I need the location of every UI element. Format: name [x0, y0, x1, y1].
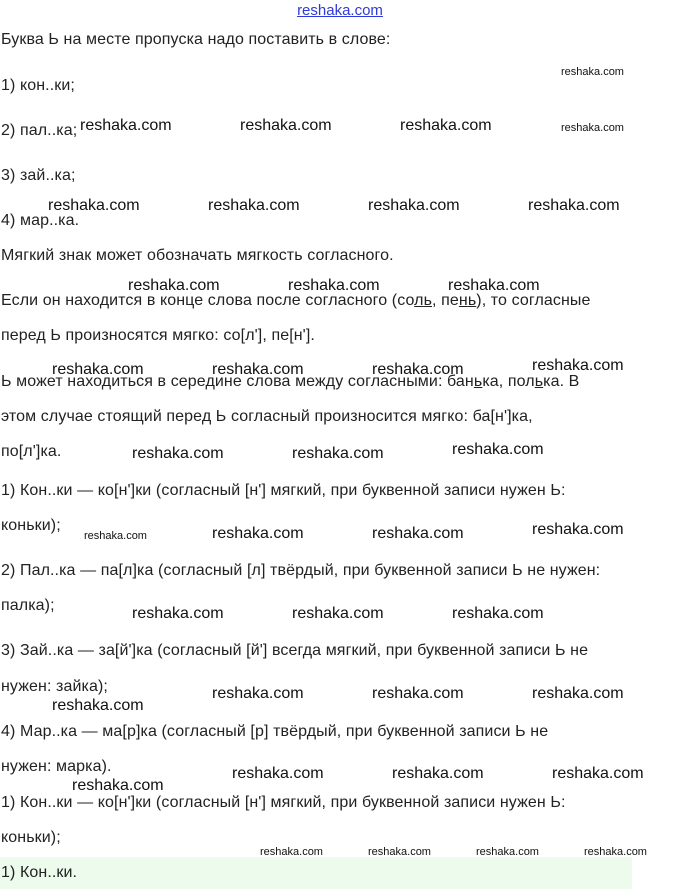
option-1: 1) кон..ки;: [1, 77, 75, 94]
watermark: reshaka.com: [80, 117, 172, 134]
watermark: reshaka.com: [212, 525, 304, 542]
analysis-line-7: 4) Мар..ка — ма[р]ка (согласный [р] твёрдый, при буквенной записи Ь не: [1, 723, 549, 740]
watermark: reshaka.com: [552, 765, 644, 782]
explanation-line-1: Мягкий знак может обозначать мягкость согласного.: [1, 247, 394, 264]
watermark: reshaka.com: [532, 521, 624, 538]
analysis-line-6: нужен: зайка);: [1, 678, 108, 695]
watermark: reshaka.com: [400, 117, 492, 134]
explanation-line-2: Если он находится в конце слова после согласного (соль, пень), то согласные: [1, 292, 591, 309]
watermark: reshaka.com: [132, 605, 224, 622]
question-text: Буква Ь на месте пропуска надо поставить в слове:: [1, 31, 391, 48]
watermark: reshaka.com: [232, 765, 324, 782]
watermark: reshaka.com: [392, 765, 484, 782]
watermark: reshaka.com: [452, 605, 544, 622]
watermark: reshaka.com: [128, 277, 220, 294]
watermark: reshaka.com: [528, 197, 620, 214]
watermark: reshaka.com: [372, 525, 464, 542]
watermark: reshaka.com: [240, 117, 332, 134]
site-link[interactable]: reshaka.com: [297, 2, 383, 19]
watermark: reshaka.com: [48, 197, 140, 214]
watermark: reshaka.com: [84, 530, 147, 542]
option-3: 3) зай..ка;: [1, 167, 76, 184]
watermark: reshaka.com: [368, 846, 431, 858]
watermark: reshaka.com: [212, 685, 304, 702]
watermark: reshaka.com: [288, 277, 380, 294]
analysis-line-2: коньки);: [1, 517, 61, 534]
analysis-line-4: палка);: [1, 597, 55, 614]
analysis-line-8: нужен: марка).: [1, 758, 112, 775]
watermark: reshaka.com: [132, 445, 224, 462]
watermark: reshaka.com: [584, 846, 647, 858]
explanation-line-4: Ь может находиться в середине слова между согласными: банька, полька. В: [1, 373, 580, 390]
watermark: reshaka.com: [292, 445, 384, 462]
answer-box: [0, 857, 632, 889]
analysis-line-1: 1) Кон..ки — ко[н']ки (согласный [н'] мягкий, при буквенной записи нужен Ь:: [1, 482, 566, 499]
watermark: reshaka.com: [372, 685, 464, 702]
watermark: reshaka.com: [292, 605, 384, 622]
watermark: reshaka.com: [532, 685, 624, 702]
analysis-line-3: 2) Пал..ка — па[л]ка (согласный [л] твёрдый, при буквенной записи Ь не нужен:: [1, 562, 601, 579]
watermark: reshaka.com: [52, 697, 144, 714]
explanation-line-6: по[л']ка.: [1, 443, 62, 460]
answer-text: 1) Кон..ки.: [1, 864, 78, 881]
watermark: reshaka.com: [476, 846, 539, 858]
watermark: reshaka.com: [260, 846, 323, 858]
watermark: reshaka.com: [52, 361, 144, 378]
watermark: reshaka.com: [372, 361, 464, 378]
watermark: reshaka.com: [561, 66, 624, 78]
explanation-line-3: перед Ь произносятся мягко: со[л'], пе[н'].: [1, 327, 315, 344]
watermark: reshaka.com: [368, 197, 460, 214]
analysis-line-10: коньки);: [1, 829, 61, 846]
watermark: reshaka.com: [532, 357, 624, 374]
watermark: reshaka.com: [72, 777, 164, 794]
watermark: reshaka.com: [561, 122, 624, 134]
watermark: reshaka.com: [452, 441, 544, 458]
watermark: reshaka.com: [208, 197, 300, 214]
explanation-line-5: этом случае стоящий перед Ь согласный произносится мягко: ба[н']ка,: [1, 408, 533, 425]
option-2: 2) пал..ка;: [1, 122, 78, 139]
analysis-line-5: 3) Зай..ка — за[й']ка (согласный [й'] всегда мягкий, при буквенной записи Ь не: [1, 642, 589, 659]
option-4: 4) мар..ка.: [1, 212, 80, 229]
watermark: reshaka.com: [212, 361, 304, 378]
watermark: reshaka.com: [448, 277, 540, 294]
analysis-line-9: 1) Кон..ки — ко[н']ки (согласный [н'] мягкий, при буквенной записи нужен Ь:: [1, 794, 566, 811]
